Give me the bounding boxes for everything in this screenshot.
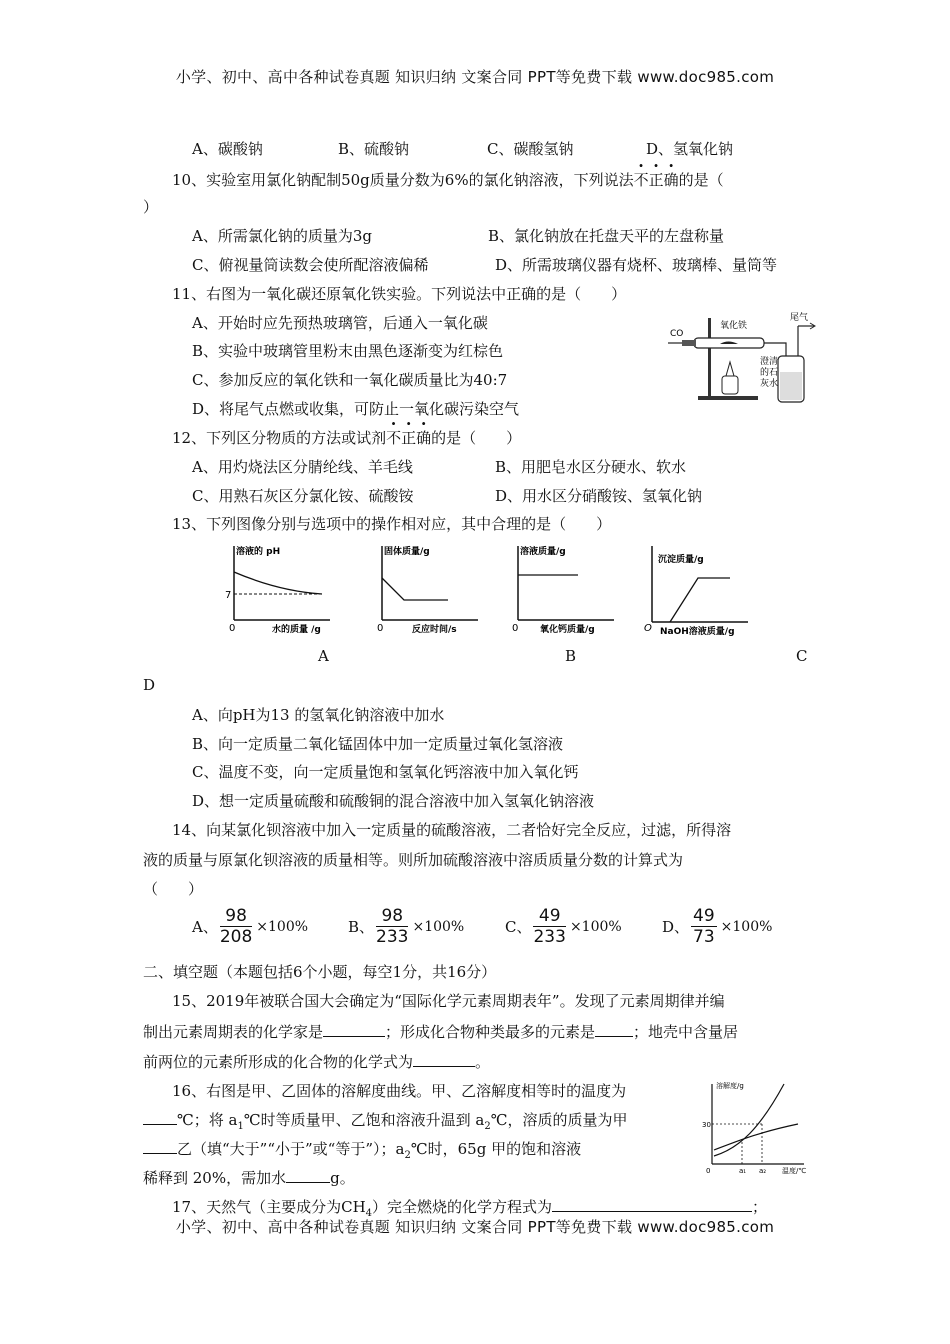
q9-option-c: C、碳酸氢钠 — [487, 140, 574, 158]
q9-option-d: D、氢氧化钠 — [646, 140, 734, 158]
page-header: 小学、初中、高中各种试卷真题 知识归纳 文案合同 PPT等免费下载 www.doc985.com — [175, 68, 775, 86]
q14-a-den: 208 — [219, 927, 253, 947]
q16-line3b: ℃时，65g 甲的饱和溶液 — [410, 1140, 582, 1158]
q12-option-a: A、用灼烧法区分腈纶线、羊毛线 — [192, 458, 413, 476]
q11-option-c: C、参加反应的氧化铁和一氧化碳质量比为40:7 — [192, 371, 508, 389]
q9-option-b: B、硫酸钠 — [338, 140, 410, 158]
q16-line2b: ℃时等质量甲、乙饱和溶液升温到 a — [243, 1111, 485, 1129]
q14-d-den: 73 — [693, 927, 715, 947]
q14-b-label: B、 — [348, 918, 375, 936]
fig-tail-gas-label: 尾气 — [790, 313, 809, 323]
q10-emph-2: 正 — [648, 171, 664, 189]
q16-line2a: ℃；将 a — [177, 1111, 238, 1129]
q15-line2c: ；地壳中含量居 — [633, 1023, 739, 1041]
graph-b-ylabel: 固体质量/g — [384, 547, 430, 557]
q10-option-c: C、俯视量筒读数会使所配溶液偏稀 — [192, 256, 429, 274]
q10-stem-text: 10、实验室用氯化钠配制50g质量分数为6%的氯化钠溶液，下列说法 — [172, 171, 634, 189]
q14-option-d — [662, 906, 772, 947]
q14-line3: （ ） — [143, 880, 204, 898]
q10-option-b: B、氯化钠放在托盘天平的左盘称量 — [488, 227, 725, 245]
q13-label-c: C — [796, 647, 808, 665]
q11-option-a: A、开始时应先预热玻璃管，后通入一氧化碳 — [192, 314, 488, 332]
q15-blank-3[interactable] — [413, 1052, 475, 1067]
q16-line4b: g。 — [330, 1169, 355, 1187]
q15-line2 — [143, 1022, 738, 1042]
q15-blank-1[interactable] — [323, 1022, 385, 1037]
fig-limewater-1: 澄清 — [760, 357, 779, 367]
q14-c-suffix: ×100% — [569, 918, 622, 935]
q12-stem-text: 12、下列区分物质的方法或试剂 — [172, 429, 387, 447]
sol-fig-origin: 0 — [706, 1167, 711, 1175]
q15-line3a: 前两位的元素所形成的化合物的化学式为 — [143, 1053, 414, 1071]
q13-label-a: A — [318, 647, 329, 665]
q14-c-fraction — [533, 906, 565, 947]
q11-option-d: D、将尾气点燃或收集，可防止一氧化碳污染空气 — [192, 400, 520, 418]
q13-label-d: D — [143, 676, 156, 694]
q14-d-suffix: ×100% — [720, 918, 773, 935]
q16-sub-2b: 2 — [404, 1150, 411, 1161]
q17-line1a: 17、天然气（主要成分为CH — [172, 1198, 366, 1216]
q14-option-b — [348, 906, 464, 947]
sol-fig-a2: a₂ — [759, 1167, 767, 1175]
q13-stem: 13、下列图像分别与选项中的操作相对应，其中合理的是（ ） — [172, 515, 612, 533]
q12-option-c: C、用熟石灰区分氯化铵、硫酸铵 — [192, 487, 414, 505]
q10-emph-1: 不 — [633, 171, 649, 189]
q14-b-num: 98 — [376, 906, 408, 927]
q16-sub-1a: 1 — [237, 1121, 244, 1132]
q16-blank-3[interactable] — [286, 1168, 330, 1183]
q14-d-num: 49 — [693, 906, 715, 926]
q17-sub: 4 — [365, 1208, 373, 1219]
q14-b-suffix: ×100% — [412, 918, 465, 935]
q13-option-c: C、温度不变，向一定质量饱和氢氧化钙溶液中加入氧化钙 — [192, 763, 579, 781]
q11-option-b: B、实验中玻璃管里粉末由黑色逐渐变为红棕色 — [192, 342, 504, 360]
q16-line4 — [143, 1168, 355, 1188]
q12-stem-after: 的是（ ） — [431, 429, 522, 447]
fig-iron-oxide-label: 氧化铁 — [720, 321, 748, 331]
graph-c-ylabel: 溶液质量/g — [520, 547, 566, 557]
q16-line4a: 稀释到 20%，需加水 — [143, 1169, 287, 1187]
q16-line2c: ℃，溶质的质量为甲 — [490, 1111, 628, 1129]
q10-stem-after: 的是（ — [678, 171, 724, 189]
q13-graph-b — [370, 542, 482, 634]
sol-fig-ylabel: 溶解度/g — [716, 1082, 744, 1090]
graph-b-origin: 0 — [377, 623, 384, 634]
q14-b-fraction — [376, 906, 408, 947]
q12-option-b: B、用肥皂水区分硬水、软水 — [495, 458, 687, 476]
q14-c-label: C、 — [505, 918, 532, 936]
graph-c-origin: 0 — [512, 623, 519, 634]
q12-emph-2: 正 — [401, 429, 417, 447]
q17-line1b: ）完全燃烧的化学方程式为 — [372, 1198, 553, 1216]
q14-d-label: D、 — [662, 918, 690, 936]
q16-line1: 16、右图是甲、乙固体的溶解度曲线。甲、乙溶解度相等时的温度为 — [172, 1082, 627, 1100]
q10-close: ） — [143, 198, 159, 216]
q10-emph-3: 确 — [663, 171, 679, 189]
q15-blank-2[interactable] — [595, 1022, 633, 1037]
graph-a-origin: 0 — [229, 623, 236, 634]
graph-a-ylabel: 溶液的 pH — [236, 547, 281, 557]
q12-stem — [172, 428, 521, 448]
q15-line2b: ；形成化合物种类最多的元素是 — [385, 1023, 596, 1041]
graph-a-ref: 7 — [225, 590, 232, 601]
q16-blank-1[interactable] — [143, 1110, 177, 1125]
q15-line2a: 制出元素周期表的化学家是 — [143, 1023, 324, 1041]
q12-emph-1: 不 — [386, 429, 402, 447]
q13-graph-c — [506, 542, 618, 634]
q14-d-fraction — [691, 906, 717, 947]
q11-stem: 11、右图为一氧化碳还原氧化铁实验。下列说法中正确的是（ ） — [172, 285, 627, 303]
graph-d-origin: O — [644, 623, 652, 634]
graph-d-xlabel: NaOH溶液质量/g — [660, 627, 735, 637]
solubility-curve-figure — [700, 1078, 810, 1178]
q13-graph-a — [222, 542, 334, 634]
q14-a-suffix: ×100% — [256, 918, 309, 935]
q12-option-d: D、用水区分硝酸铵、氢氧化钠 — [495, 487, 703, 505]
q12-emph-3: 确 — [416, 429, 432, 447]
graph-a-xlabel: 水的质量 /g — [272, 625, 321, 634]
q16-line3a: 乙（填“大于”“小于”或“等于”）；a — [177, 1140, 405, 1158]
q15-line3 — [143, 1052, 490, 1072]
q14-a-label: A、 — [192, 918, 218, 936]
q15-line3b: 。 — [475, 1053, 491, 1071]
graph-d-ylabel: 沉淀质量/g — [658, 555, 704, 565]
q14-c-den: 233 — [533, 927, 566, 947]
q13-graph-d — [640, 542, 752, 638]
q9-option-a: A、碳酸钠 — [192, 140, 263, 158]
section-2-heading: 二、填空题（本题包括6个小题，每空1分，共16分） — [143, 963, 497, 981]
q13-option-b: B、向一定质量二氧化锰固体中加一定质量过氧化氢溶液 — [192, 735, 564, 753]
sol-fig-y30: 30 — [702, 1121, 711, 1129]
q13-option-a: A、向pH为13 的氢氧化钠溶液中加水 — [192, 706, 445, 724]
sol-fig-xlabel: 温度/℃ — [782, 1167, 807, 1175]
q17-blank-1[interactable] — [552, 1197, 752, 1212]
q14-c-num: 49 — [533, 906, 565, 927]
q14-option-a — [192, 906, 308, 947]
q16-line3 — [143, 1139, 581, 1166]
co-reduction-apparatus-figure — [668, 306, 820, 408]
q10-stem — [172, 170, 724, 190]
q14-option-c — [505, 906, 622, 947]
q10-option-a: A、所需氯化钠的质量为3g — [192, 227, 372, 245]
graph-b-xlabel: 反应时间/s — [412, 625, 457, 634]
sol-fig-a1: a₁ — [739, 1167, 747, 1175]
fig-limewater-3: 灰水 — [760, 379, 779, 389]
q14-line2: 液的质量与原氯化钡溶液的质量相等。则所加硫酸溶液中溶质质量分数的计算式为 — [143, 851, 684, 869]
q16-blank-2[interactable] — [143, 1139, 177, 1154]
fig-limewater-2: 的石 — [760, 368, 779, 378]
fig-co-label: CO — [670, 329, 684, 339]
graph-c-xlabel: 氧化钙质量/g — [540, 625, 595, 634]
q14-line1: 14、向某氯化钡溶液中加入一定质量的硫酸溶液，二者恰好完全反应，过滤，所得溶 — [172, 821, 732, 839]
q10-option-d: D、所需玻璃仪器有烧杯、玻璃棒、量筒等 — [495, 256, 778, 274]
q14-a-num: 98 — [220, 906, 252, 927]
q14-a-fraction — [220, 906, 252, 947]
q16-line2 — [143, 1110, 628, 1137]
page-footer: 小学、初中、高中各种试卷真题 知识归纳 文案合同 PPT等免费下载 www.doc985.com — [175, 1218, 775, 1236]
q13-option-d: D、想一定质量硫酸和硫酸铜的混合溶液中加入氢氧化钠溶液 — [192, 792, 595, 810]
q16-sub-2a: 2 — [484, 1121, 491, 1132]
q17-end: ； — [752, 1198, 768, 1216]
q14-b-den: 233 — [376, 927, 409, 947]
q15-line1: 15、2019年被联合国大会确定为“国际化学元素周期表年”。发现了元素周期律并编 — [172, 992, 725, 1010]
q13-label-b: B — [565, 647, 577, 665]
